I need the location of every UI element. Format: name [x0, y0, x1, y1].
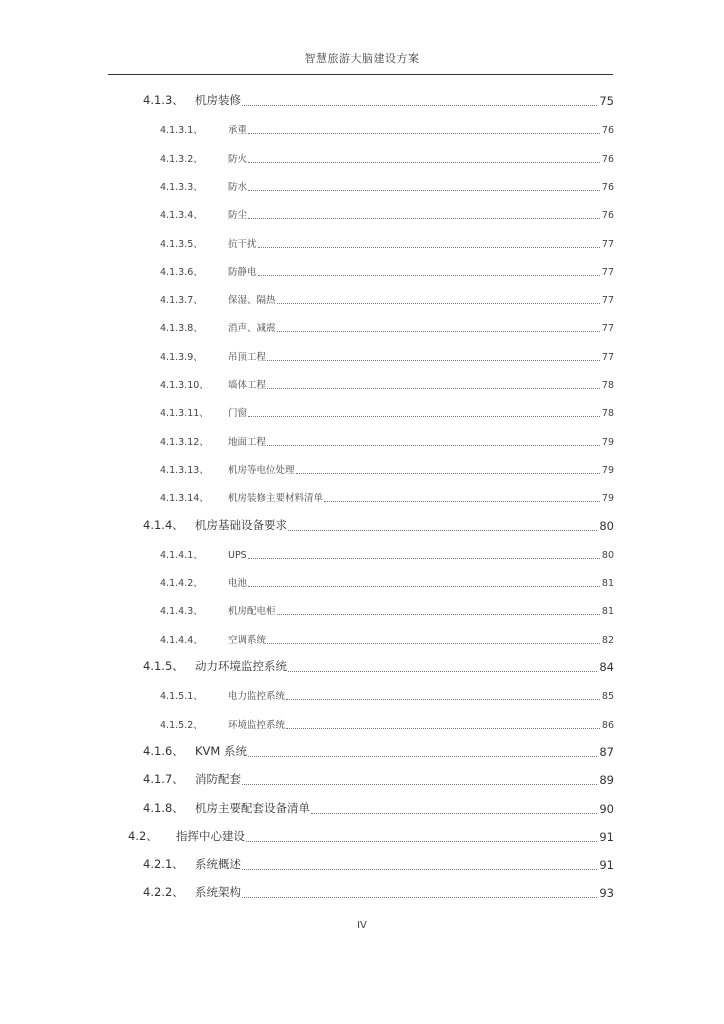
toc-entry-page: 75	[599, 94, 614, 108]
toc-dot-leader	[248, 162, 600, 163]
toc-entry-title: 消防配套	[195, 772, 241, 787]
toc-entry-page: 78	[601, 380, 614, 391]
toc-dot-leader	[242, 897, 597, 898]
toc-dot-leader	[248, 190, 600, 191]
toc-entry-number: 4.1.7、	[143, 772, 184, 787]
toc-dot-leader	[248, 756, 597, 757]
toc-dot-leader	[296, 473, 600, 474]
page-number: IV	[357, 920, 367, 931]
toc-dot-leader	[286, 699, 600, 700]
toc-entry-number: 4.1.3.9、	[160, 351, 203, 363]
toc-dot-leader	[277, 614, 600, 615]
toc-entry[interactable]	[160, 264, 614, 280]
toc-entry-page: 76	[601, 125, 614, 137]
toc-entry-number: 4.1.3.8、	[160, 323, 203, 335]
toc-entry-page: 85	[601, 691, 614, 703]
toc-entry-title: 指挥中心建设	[176, 828, 245, 843]
toc-entry-page: 76	[601, 210, 614, 222]
toc-entry-page: 77	[601, 238, 614, 250]
toc-entry-title: 承重	[228, 125, 248, 137]
toc-dot-leader	[248, 416, 600, 417]
toc-entry-number: 4.1.3.14、	[160, 493, 209, 505]
toc-entry-number: 4.1.4.2、	[160, 578, 203, 590]
toc-entry[interactable]	[160, 207, 614, 223]
toc-entry-title: 环境监控系统	[228, 719, 286, 731]
toc-entry-page: 77	[601, 351, 614, 363]
toc-entry-number: 4.1.4.4、	[160, 634, 203, 646]
toc-entry[interactable]	[160, 603, 614, 619]
toc-entry-page: 76	[601, 181, 614, 193]
toc-entry-title: 空调系统	[228, 634, 267, 646]
toc-entry[interactable]	[160, 490, 614, 506]
toc-entry[interactable]	[160, 377, 614, 393]
toc-entry-title: 系统架构	[195, 885, 241, 900]
toc-entry-number: 4.1.3.11、	[160, 408, 209, 420]
toc-dot-leader	[248, 586, 600, 587]
toc-entry-number: 4.1.3.10、	[160, 380, 209, 391]
toc-dot-leader	[258, 275, 600, 276]
toc-dot-leader	[246, 841, 597, 842]
toc-dot-leader	[242, 105, 597, 106]
toc-entry[interactable]	[160, 292, 614, 308]
toc-entry-page: 76	[601, 153, 614, 165]
toc-entry-page: 86	[601, 719, 614, 731]
toc-entry-title: 地面工程	[228, 436, 267, 448]
toc-entry-number: 4.1.5.1、	[160, 691, 203, 703]
toc-dot-leader	[248, 558, 600, 559]
toc-entry-number: 4.1.3.1、	[160, 125, 203, 137]
toc-entry-number: 4.1.4.3、	[160, 606, 203, 618]
toc-entry[interactable]	[143, 858, 614, 874]
toc-entry-page: 80	[601, 549, 614, 561]
toc-dot-leader	[288, 530, 597, 531]
toc-entry-title: 门窗	[228, 408, 248, 420]
toc-entry-page: 77	[601, 266, 614, 278]
toc-dot-leader	[277, 303, 600, 304]
toc-entry[interactable]	[160, 462, 614, 478]
toc-entry-title: KVM 系统	[195, 743, 247, 758]
toc-dot-leader	[311, 813, 597, 814]
toc-entry[interactable]	[143, 745, 614, 761]
toc-dot-leader	[248, 133, 600, 134]
toc-entry-number: 4.1.6、	[143, 743, 184, 758]
document-title: 智慧旅游大脑建设方案	[304, 52, 420, 65]
toc-entry[interactable]	[160, 575, 614, 591]
toc-entry-title: 机房装修主要材料清单	[228, 493, 324, 505]
toc-entry-page: 89	[599, 773, 614, 788]
toc-entry-number: 4.1.3.5、	[160, 238, 203, 250]
toc-entry-page: 93	[599, 886, 614, 901]
toc-entry-title: 防火	[228, 153, 248, 165]
toc-entry-page: 79	[601, 493, 614, 505]
toc-entry[interactable]	[160, 179, 614, 195]
toc-entry-page: 91	[599, 858, 614, 873]
toc-entry-number: 4.1.8、	[143, 800, 184, 815]
toc-entry[interactable]	[143, 519, 614, 535]
toc-dot-leader	[258, 247, 600, 248]
toc-entry-number: 4.1.3.12、	[160, 436, 209, 448]
toc-entry-title: 机房基础设备要求	[195, 517, 287, 532]
toc-entry[interactable]	[160, 122, 614, 138]
toc-entry-title: 机房装修	[195, 93, 241, 107]
toc-entry-title: 电力监控系统	[228, 691, 286, 703]
toc-entry-page: 81	[601, 606, 614, 618]
toc-entry-number: 4.1.5、	[143, 659, 184, 673]
toc-entry-number: 4.2.1、	[143, 857, 184, 872]
toc-entry-title: 机房等电位处理	[228, 464, 295, 476]
toc-entry-page: 78	[601, 408, 614, 420]
toc-entry-title: 防水	[228, 181, 248, 193]
toc-entry-title: 抗干扰	[228, 238, 257, 250]
toc-entry[interactable]	[143, 660, 614, 676]
toc-dot-leader	[267, 388, 600, 389]
toc-entry-title: 墙体工程	[228, 380, 267, 391]
toc-entry-page: 82	[601, 634, 614, 646]
toc-entry-title: 消声、减震	[228, 323, 276, 335]
toc-entry[interactable]	[160, 688, 614, 704]
toc-dot-leader	[242, 784, 597, 785]
toc-entry-number: 4.1.5.2、	[160, 719, 203, 731]
toc-entry-number: 4.1.3、	[143, 93, 184, 107]
toc-entry-title: 机房主要配套设备清单	[195, 800, 310, 815]
toc-dot-leader	[267, 445, 600, 446]
toc-entry[interactable]	[160, 405, 614, 421]
toc-entry[interactable]	[160, 434, 614, 450]
toc-entry-number: 4.1.4.1、	[160, 549, 203, 561]
toc-entry-number: 4.1.4、	[143, 517, 184, 532]
toc-entry-page: 87	[599, 744, 614, 759]
toc-entry[interactable]	[143, 773, 614, 789]
toc-entry[interactable]	[160, 151, 614, 167]
toc-entry-page: 81	[601, 578, 614, 590]
toc-entry-title: 电池	[228, 578, 248, 590]
toc-entry-title: 防尘	[228, 210, 248, 222]
toc-entry-number: 4.1.3.7、	[160, 295, 203, 307]
toc-entry-title: 保湿、隔热	[228, 295, 276, 307]
toc-entry[interactable]	[160, 632, 614, 648]
toc-dot-leader	[286, 728, 600, 729]
toc-entry-page: 80	[599, 518, 614, 533]
toc-entry-page: 91	[599, 829, 614, 844]
toc-entry[interactable]	[160, 236, 614, 252]
toc-entry-page: 79	[601, 436, 614, 448]
toc-entry-number: 4.1.3.6、	[160, 266, 203, 278]
toc-entry-page: 90	[599, 801, 614, 816]
toc-dot-leader	[288, 671, 597, 672]
toc-entry-title: 吊顶工程	[228, 351, 267, 363]
toc-entry[interactable]	[160, 320, 614, 336]
toc-entry-number: 4.1.3.2、	[160, 153, 203, 165]
toc-entry-number: 4.1.3.4、	[160, 210, 203, 222]
toc-dot-leader	[267, 643, 600, 644]
toc-entry-page: 84	[599, 660, 614, 674]
toc-entry[interactable]	[160, 349, 614, 365]
toc-entry-title: UPS	[228, 549, 247, 561]
toc-dot-leader	[248, 218, 600, 219]
toc-entry-page: 77	[601, 295, 614, 307]
toc-dot-leader	[277, 331, 600, 332]
toc-entry-page: 77	[601, 323, 614, 335]
toc-entry[interactable]	[128, 830, 614, 846]
toc-entry[interactable]	[143, 94, 614, 110]
toc-entry-title: 系统概述	[195, 857, 241, 872]
toc-entry-number: 4.1.3.3、	[160, 181, 203, 193]
toc-entry[interactable]	[160, 547, 614, 563]
toc-entry-page: 79	[601, 464, 614, 476]
toc-entry-number: 4.1.3.13、	[160, 464, 209, 476]
toc-entry-title: 防静电	[228, 266, 257, 278]
toc-entry[interactable]	[143, 886, 614, 902]
toc-entry[interactable]	[160, 717, 614, 733]
toc-entry-title: 动力环境监控系统	[195, 659, 287, 673]
toc-dot-leader	[242, 869, 597, 870]
toc-entry-number: 4.2.2、	[143, 885, 184, 900]
toc-dot-leader	[324, 501, 600, 502]
toc-entry-title: 机房配电柜	[228, 606, 276, 618]
toc-entry[interactable]	[143, 802, 614, 818]
toc-entry-number: 4.2、	[128, 828, 158, 843]
toc-dot-leader	[267, 360, 600, 361]
